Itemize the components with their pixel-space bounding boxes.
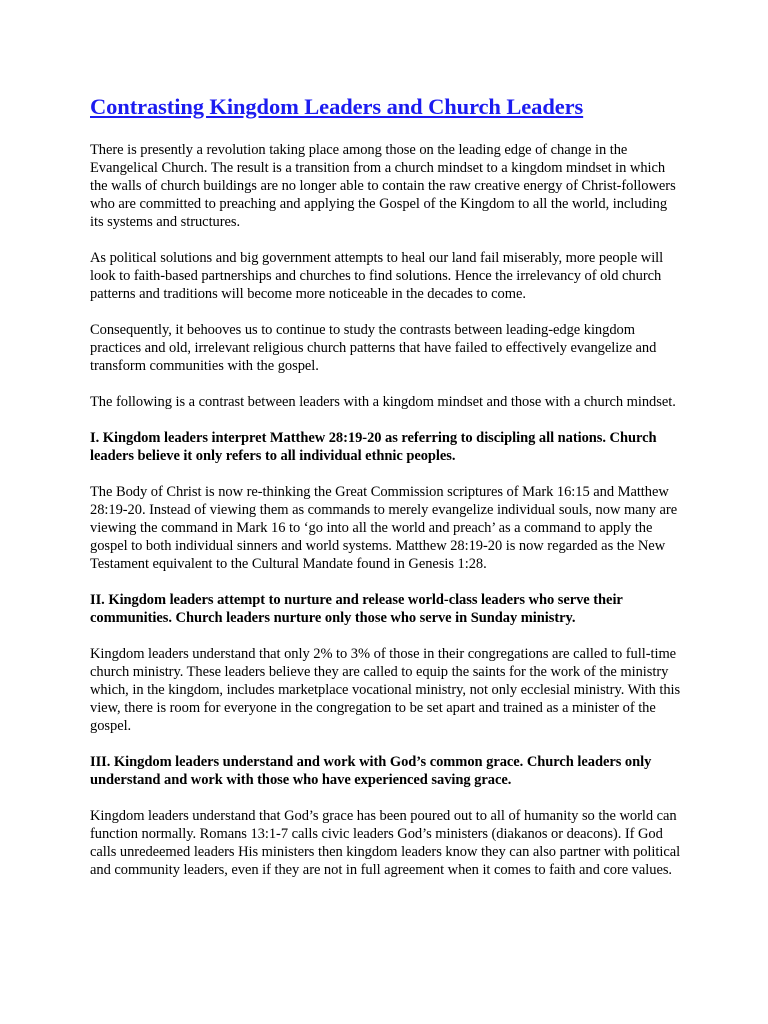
section-2-paragraph: Kingdom leaders understand that only 2% to 3% of those in their congregations are called to full-time church ministry. These leaders believe they are called to equip the saints for the work of the ministry which, in the kingdom, includes marketplace vocational ministry, not only ecclesial ministry. With this view, there is room for everyone in the congregation to be set apart and trained as a minister of the gospel. [90,646,681,734]
political-solutions-paragraph: As political solutions and big government attempts to heal our land fail miserably, more people will look to faith-based partnerships and churches to find solutions. Hence the irrelevancy of old church patterns and traditions will become more noticeable in the decades to come. [90,250,664,302]
section-heading-3: III. Kingdom leaders understand and work with God’s common grace. Church leaders only understand and work with those who have experienced saving grace. [90,754,652,788]
section-heading-1: I. Kingdom leaders interpret Matthew 28:19-20 as referring to discipling all nations. Church leaders believe it only refers to all individual ethnic peoples. [90,430,657,464]
document-body [90,93,684,897]
section-heading-2: II. Kingdom leaders attempt to nurture and release world-class leaders who serve their communities. Church leaders nurture only those who serve in Sunday ministry. [90,592,623,626]
section-3-paragraph: Kingdom leaders understand that God’s grace has been poured out to all of humanity so the world can function normally. Romans 13:1-7 calls civic leaders God’s ministers (diakanos or deacons). If God calls unredeemed leaders His ministers then kingdom leaders know they can also partner with political and community leaders, even if they are not in full agreement when it comes to faith and core values. [90,808,681,878]
document-title-link[interactable]: Contrasting Kingdom Leaders and Church Leaders [90,94,584,119]
contrast-intro-paragraph: The following is a contrast between leaders with a kingdom mindset and those with a church mindset. [90,394,676,410]
intro-paragraph: There is presently a revolution taking place among those on the leading edge of change in the Evangelical Church. The result is a transition from a church mindset to a kingdom mindset in which the walls of church buildings are no longer able to contain the raw creative energy of Christ-followers who are committed to preaching and applying the Gospel of the Kingdom to all the world, including its systems and structures. [90,142,676,230]
consequently-paragraph: Consequently, it behooves us to continue to study the contrasts between leading-edge kingdom practices and old, irrelevant religious church patterns that have failed to effectively evangelize and transform communities with the gospel. [90,322,657,374]
section-1-paragraph: The Body of Christ is now re-thinking the Great Commission scriptures of Mark 16:15 and Matthew 28:19-20. Instead of viewing them as commands to merely evangelize individual souls, now many are viewing the command in Mark 16 to ‘go into all the world and preach’ as a command to apply the gospel to both individual sinners and world systems. Matthew 28:19-20 is now regarded as the New Testament equivalent to the Cultural Mandate found in Genesis 1:28. [90,484,678,572]
